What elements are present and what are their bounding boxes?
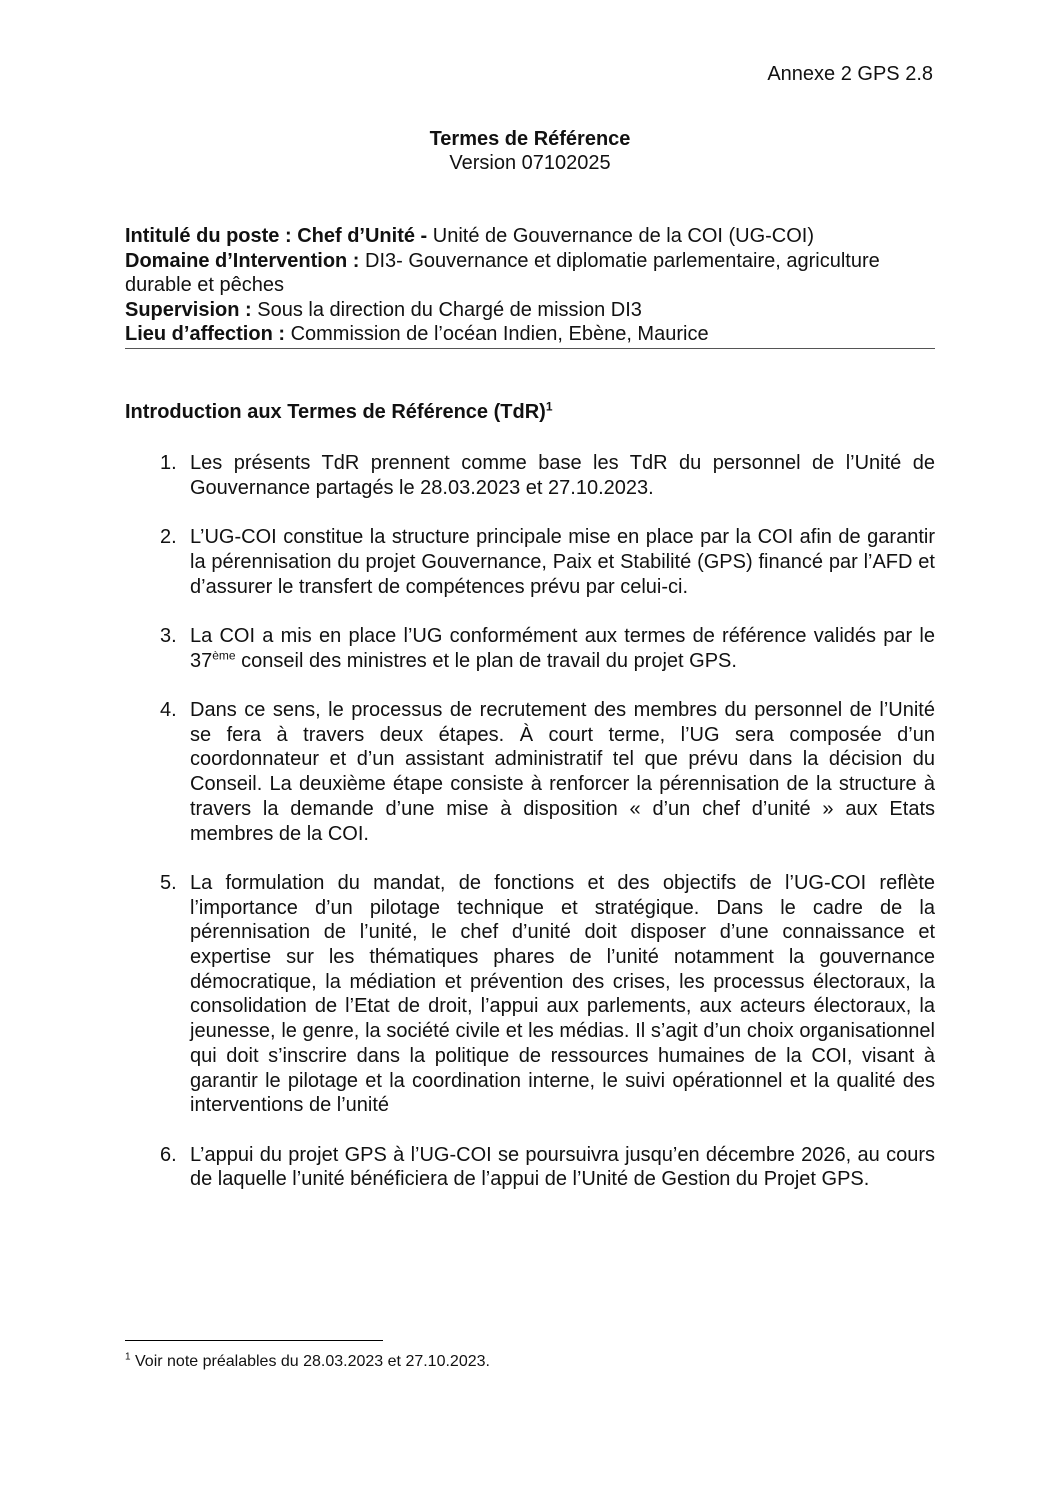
meta-post [125, 224, 935, 249]
post-metadata [125, 224, 935, 347]
list-item-text: La formulation du mandat, de fonctions et des objectifs de l’UG-COI reflète l’importance d’un pilotage technique et stratégique. Dans le cadre de la pérennisation de l’unité, le chef d’unité doit disposer d’une connaissance et expertise sur les thématiques phares de l’unité notamment la gouvernance démocratique, la médiation et prévention des crises, les processus électoraux, la consolidation de l’Etat de droit, l’appui aux parlements, aux acteurs électoraux, la jeunesse, le genre, la société civile et les médias. Il s’agit d’un choix organisationnel qui doit s’inscrire dans la politique de ressources humaines de la COI, visant à garantir le pilotage et la coordination interne, le suivi opérationnel et la qualité des interventions de l’unité [190, 871, 935, 1117]
meta-post-bold-value: Chef d’Unité - [297, 225, 433, 247]
list-item-number: 6. [160, 1143, 177, 1166]
document-title: Termes de Référence [429, 128, 631, 150]
meta-supervision-label: Supervision : [125, 298, 258, 321]
list-item [125, 624, 935, 673]
meta-post-value: Unité de Gouvernance de la COI (UG-COI) [432, 225, 815, 247]
footnote-reference: 1 [545, 399, 553, 414]
list-item [125, 698, 935, 846]
meta-domain-label: Domaine d’Intervention : [125, 249, 366, 272]
list-item-text: Dans ce sens, le processus de recrutement des membres du personnel de l’Unité se fera à travers deux étapes. À court terme, l’UG sera composée d’un coordonnateur et d’un assistant administratif tel que prévu dans la décision du Conseil. La deuxième étape consiste à renforcer la pérennisation de la structure à travers la demande d’une mise à disposition « d’un chef d’unité » aux Etats membres de la COI. [190, 698, 935, 845]
metadata-divider [125, 348, 935, 349]
meta-domain [125, 249, 935, 298]
meta-supervision [125, 298, 935, 323]
list-item-text [190, 625, 935, 672]
list-item-number: 1. [160, 452, 177, 474]
footnote-text: Voir note préalables du 28.03.2023 et 27.10.2023. [130, 1353, 490, 1370]
meta-location [125, 322, 935, 347]
list-item [125, 451, 935, 500]
annex-label: Annexe 2 GPS 2.8 [767, 63, 933, 85]
footnote-separator [125, 1340, 383, 1341]
list-item-text: L’UG-COI constitue la structure principale mise en place par la COI afin de garantir la pérennisation du projet Gouvernance, Paix et Stabilité (GPS) financé par l’AFD et d’assurer le transfert de compétences prévu par celui-ci. [190, 526, 935, 598]
meta-supervision-value: Sous la direction du Chargé de mission DI3 [257, 298, 642, 321]
list-item-number: 3. [160, 624, 177, 647]
list-item-number: 2. [160, 526, 177, 549]
list-item-number: 4. [160, 698, 177, 721]
list-item-text-part: La COI a mis en place l’UG conformément aux termes de référence validés par le 37 [190, 624, 935, 672]
footnote-marker: 1 [125, 1351, 131, 1363]
list-item [125, 1143, 935, 1192]
list-item-text-part: conseil des ministres et le plan de travail du projet GPS. [235, 649, 737, 672]
list-item [125, 525, 935, 599]
meta-domain-value: DI3- Gouvernance et diplomatie parlementaire, agriculture durable et pêches [125, 249, 880, 296]
section-heading [125, 400, 553, 424]
meta-post-label: Intitulé du poste : [125, 225, 298, 247]
list-item [125, 871, 935, 1118]
ordinal-superscript: ème [212, 647, 236, 662]
meta-location-label: Lieu d’affection : [125, 323, 291, 345]
list-item-number: 5. [160, 871, 177, 894]
title-block [125, 127, 935, 175]
document-version: Version 07102025 [449, 152, 611, 174]
list-item-text: Les présents TdR prennent comme base les TdR du personnel de l’Unité de Gouvernance partagés le 28.03.2023 et 27.10.2023. [190, 452, 935, 499]
list-item-text: L’appui du projet GPS à l’UG-COI se poursuivra jusqu’en décembre 2026, au cours de laquelle l’unité bénéficiera de l’appui de l’Unité de Gestion du Projet GPS. [190, 1143, 935, 1191]
section-heading-text: Introduction aux Termes de Référence (TdR) [125, 401, 546, 423]
meta-location-value: Commission de l’océan Indien, Ebène, Maurice [290, 323, 709, 345]
footnote [125, 1352, 490, 1372]
numbered-list [125, 451, 935, 1217]
